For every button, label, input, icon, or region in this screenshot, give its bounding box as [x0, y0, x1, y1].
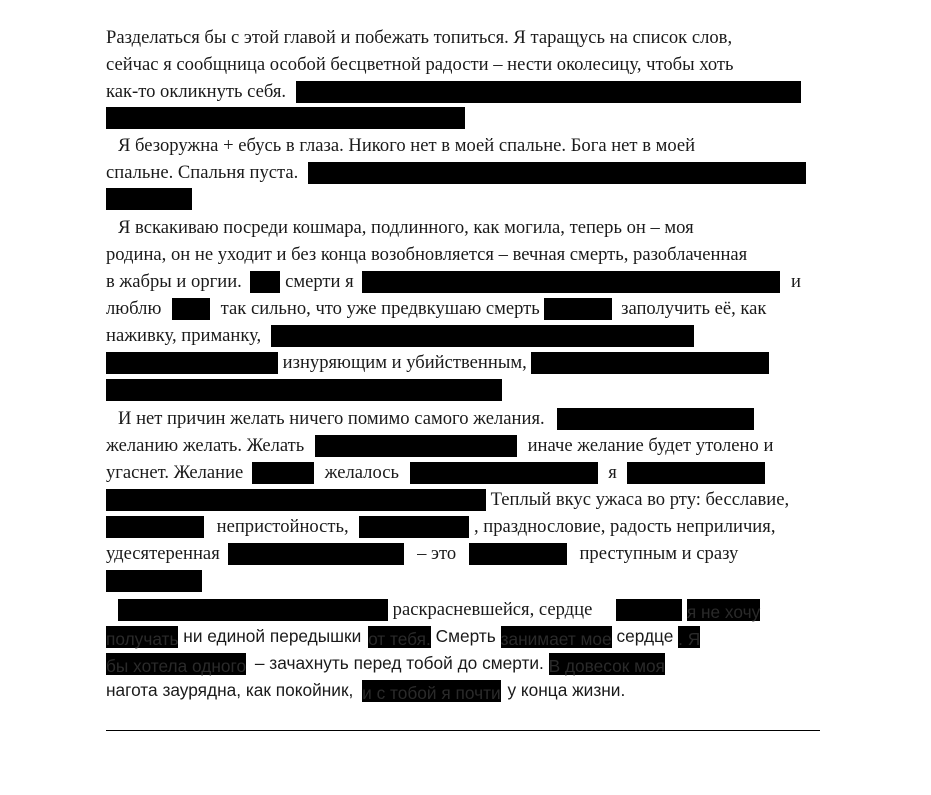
redaction-bar — [106, 570, 202, 592]
redaction-bar — [315, 435, 517, 457]
text-span: заполучить её, как — [621, 298, 767, 319]
text-span: Я безоружна + ебусь в глаза. Никого нет в моей спальне. Бога нет в моей — [118, 135, 696, 156]
redaction-bar — [250, 271, 280, 293]
redaction-bar — [296, 81, 801, 103]
text-span: люблю — [106, 298, 162, 319]
text-span: смерти я — [285, 271, 354, 292]
text-line — [118, 405, 754, 432]
text-span: Разделаться бы с этой главой и побежать топиться. Я таращусь на список слов, — [106, 27, 733, 48]
redaction-bar — [172, 298, 210, 320]
redaction-bar — [616, 599, 682, 621]
text-span: желалось — [324, 462, 399, 483]
redaction-bar — [106, 516, 204, 538]
text-line — [118, 132, 695, 159]
redaction-bar — [557, 408, 754, 430]
text-span: родина, он не уходит и без конца возобновляется – вечная смерть, разоблаченная — [106, 244, 748, 265]
redaction-bar — [410, 462, 598, 484]
redacted-text: . Я — [678, 626, 700, 648]
text-span: ни единой передышки — [183, 626, 362, 646]
text-line — [106, 459, 765, 486]
redacted-text: бы хотела одного — [106, 653, 246, 675]
text-line — [106, 567, 202, 594]
text-span: я — [608, 462, 617, 483]
redaction-bar — [118, 599, 388, 621]
text-line — [616, 596, 760, 623]
horizontal-rule — [106, 730, 820, 731]
text-line — [106, 185, 192, 212]
text-span: удесятеренная — [106, 543, 220, 564]
text-line — [106, 268, 801, 295]
redaction-bar — [271, 325, 694, 347]
text-line — [106, 295, 766, 322]
redacted-text: я не хочу — [687, 599, 760, 621]
text-line — [106, 623, 700, 650]
text-span: нагота заурядна, как покойник, — [106, 680, 354, 700]
text-line — [106, 432, 773, 459]
text-span: иначе желание будет утолено и — [527, 435, 774, 456]
text-line — [106, 677, 625, 704]
redaction-bar — [627, 462, 765, 484]
text-line — [106, 486, 789, 513]
text-line — [106, 322, 694, 349]
text-span: – это — [417, 543, 457, 564]
redaction-bar — [106, 107, 465, 129]
text-span: и — [791, 271, 801, 292]
redaction-bar — [362, 271, 780, 293]
text-line — [106, 513, 775, 540]
redacted-text: занимает мое — [501, 626, 612, 648]
text-span: Смерть — [435, 626, 496, 646]
text-line — [106, 78, 801, 105]
text-span: сердце — [616, 626, 674, 646]
text-line — [106, 24, 732, 51]
text-line — [118, 596, 592, 623]
text-span: сейчас я сообщница особой бесцветной радости – нести околесицу, чтобы хоть — [106, 54, 734, 75]
text-span: Теплый вкус ужаса во рту: бесславие, — [490, 489, 790, 510]
text-span: желанию желать. Желать — [106, 435, 305, 456]
redaction-bar — [106, 379, 502, 401]
redaction-bar — [544, 298, 612, 320]
text-line — [106, 650, 665, 677]
text-span: изнуряющим и убийственным, — [282, 352, 527, 373]
text-span: спальне. Спальня пуста. — [106, 162, 299, 183]
text-span: Я вскакиваю посреди кошмара, подлинного, как могила, теперь он – моя — [118, 217, 694, 238]
text-line — [106, 159, 806, 186]
text-span: так сильно, что уже предвкушаю смерть — [220, 298, 540, 319]
redacted-text: В довесок моя — [549, 653, 665, 675]
redaction-bar — [531, 352, 769, 374]
redaction-bar — [359, 516, 469, 538]
text-line — [106, 241, 747, 268]
text-span: – зачахнуть перед тобой до смерти. — [254, 653, 544, 673]
text-span: в жабры и оргии. — [106, 271, 242, 292]
text-span: , празднословие, радость неприличия, — [473, 516, 776, 537]
text-line — [106, 349, 769, 376]
text-span: наживку, приманку, — [106, 325, 262, 346]
text-line — [106, 376, 502, 403]
redacted-text: от тебя. — [368, 626, 431, 648]
text-span: И нет причин желать ничего помимо самого желания. — [118, 408, 545, 429]
redacted-text: получать — [106, 626, 178, 648]
redaction-bar — [252, 462, 314, 484]
text-line — [106, 104, 465, 131]
redaction-bar — [469, 543, 567, 565]
redaction-bar — [106, 188, 192, 210]
redaction-bar — [228, 543, 404, 565]
redaction-bar — [106, 352, 278, 374]
text-span: непристойность, — [216, 516, 349, 537]
redaction-bar — [106, 489, 486, 511]
text-span: угаснет. Желание — [106, 462, 244, 483]
text-span: преступным и сразу — [579, 543, 739, 564]
text-span: как-то окликнуть себя. — [106, 81, 287, 102]
text-line — [118, 214, 694, 241]
redaction-bar — [308, 162, 806, 184]
text-line — [106, 51, 734, 78]
text-span: раскрасневшейся, сердце — [392, 599, 593, 620]
redacted-text: и с тобой я почти — [362, 680, 501, 702]
text-span: у конца жизни. — [507, 680, 626, 700]
text-line — [106, 540, 738, 567]
